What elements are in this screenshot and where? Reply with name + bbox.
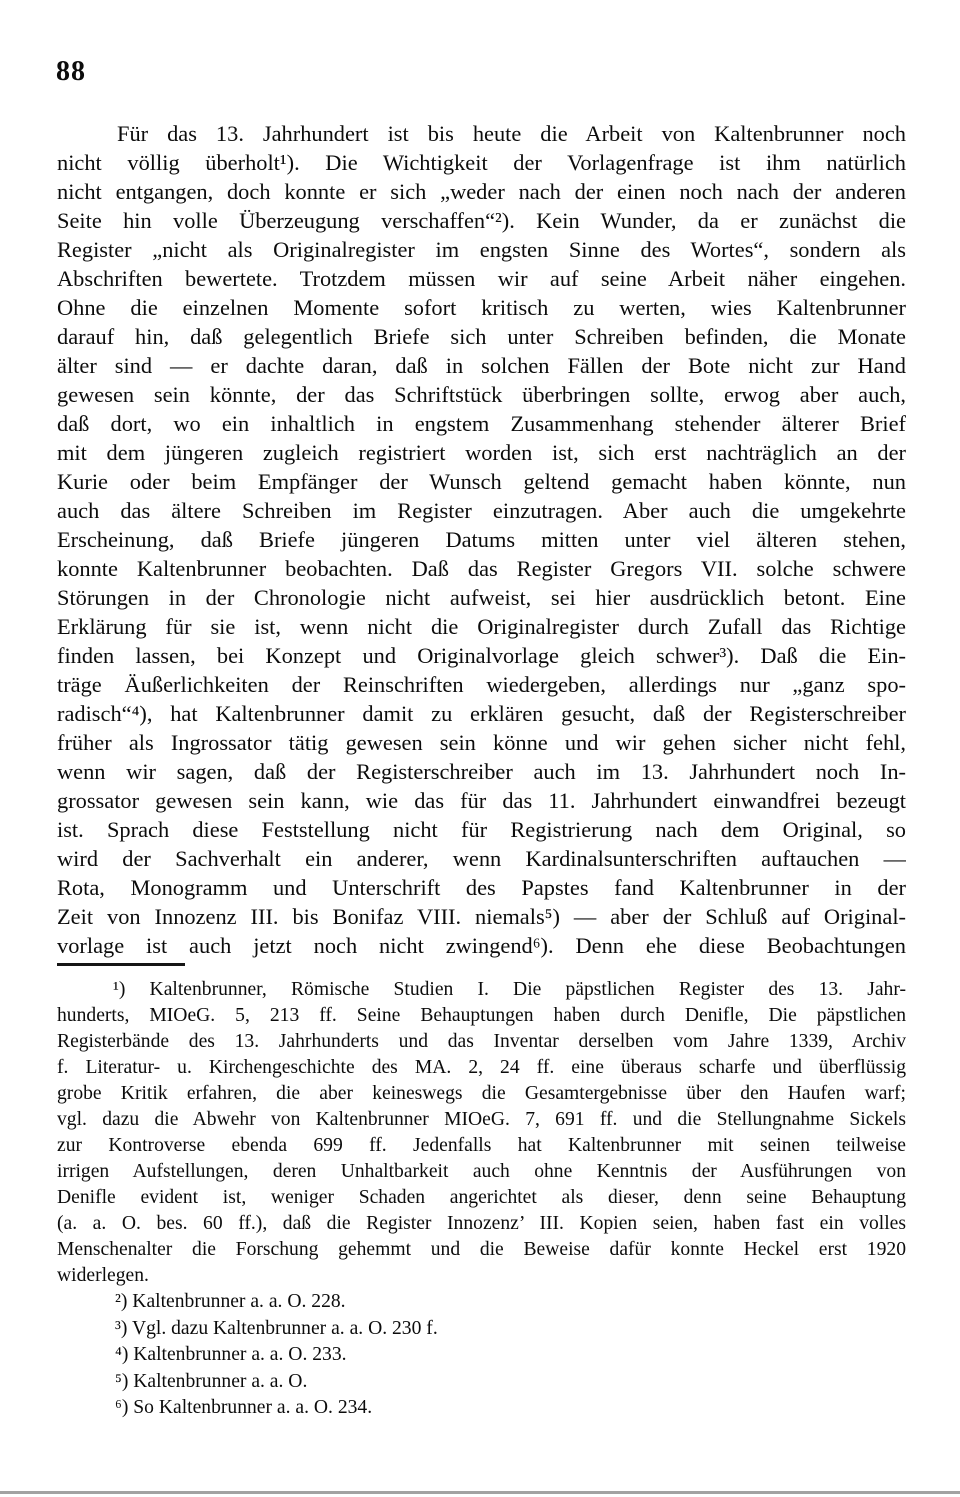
footnote-separator-rule [57,963,185,966]
text-line: träge Äußerlichkeiten der Reinschriften wiedergeben, allerdings nur „ganz spo- [57,672,906,697]
text-line: ist. Sprach diese Feststellung nicht für Registrierung nach dem Original, so [57,817,906,842]
text-line: daß dort, wo ein inhaltlich in engstem Zusammenhang stehender älterer Brief [57,411,906,436]
footnote-1 [57,977,906,1289]
text-line: Abschriften bewertete. Trotzdem müssen wir auf seine Arbeit näher eingehen. [57,266,906,291]
text-line: radisch“⁴), hat Kaltenbrunner damit zu erklären gesucht, daß der Registerschreiber [57,701,906,726]
text-line: finden lassen, bei Konzept und Originalvorlage gleich schwer³). Daß die Ein- [57,643,906,668]
text-line: gewesen sein könnte, der das Schriftstück überbringen sollte, erwog aber auch, [57,382,906,407]
text-line: mit dem jüngeren zugleich registriert worden ist, sich erst nachträglich an der [57,440,906,465]
main-text-paragraph [57,119,906,960]
text-line: nicht entgangen, doch konnte er sich „weder nach der einen noch nach der anderen [57,179,906,204]
footnote-line: widerlegen. [57,1265,149,1286]
text-line: nicht völlig überholt¹). Die Wichtigkeit der Vorlagenfrage ist ihm natürlich [57,150,906,175]
text-line: Seite hin volle Überzeugung verschaffen“²). Kein Wunder, da er zunächst die [57,208,906,233]
text-line: älter sind — er dachte daran, daß in solchen Fällen der Bote nicht zur Hand [57,353,906,378]
footnote-line: zur Kontroverse ebenda 699 ff. Jedenfalls hat Kaltenbrunner mit seinen teilweise [57,1135,906,1156]
footnote-line: irrigen Aufstellungen, deren Unhaltbarkeit auch ohne Kenntnis der Ausführungen von [57,1161,906,1182]
text-line: Register „nicht als Originalregister im engsten Sinne des Wortes“, sondern als [57,237,906,262]
footnote-line: Menschenalter die Forschung gehemmt und die Beweise dafür konnte Heckel erst 1920 [57,1239,906,1260]
footnote-item: ⁵) Kaltenbrunner a. a. O. [115,1370,308,1392]
footnote-line: (a. a. O. bes. 60 ff.), daß die Register Innozenz’ III. Kopien seien, haben fast ein volles [57,1213,906,1234]
text-line: Für das 13. Jahrhundert ist bis heute die Arbeit von Kaltenbrunner noch [117,121,906,146]
text-line: konnte Kaltenbrunner beobachten. Daß das Register Gregors VII. solche schwere [57,556,906,581]
text-line: Rota, Monogramm und Unterschrift des Papstes fand Kaltenbrunner in der [57,875,906,900]
text-line: darauf hin, daß gelegentlich Briefe sich unter Schreiben befinden, die Monate [57,324,906,349]
text-line: Erscheinung, daß Briefe jüngeren Datums mitten unter viel älteren stehen, [57,527,906,552]
footnote-item: ⁴) Kaltenbrunner a. a. O. 233. [115,1344,347,1365]
footnote-line: ¹) Kaltenbrunner, Römische Studien I. Die päpstlichen Register des 13. Jahr- [113,979,906,1000]
footnote-line: hunderts, MIOeG. 5, 213 ff. Seine Behauptungen haben durch Denifle, Die päpstlichen [57,1005,906,1026]
text-line: Erklärung für sie ist, wenn nicht die Originalregister durch Zufall das Richtige [57,614,906,639]
text-line: Störungen in der Chronologie nicht aufweist, sei hier ausdrücklich betont. Eine [57,585,906,610]
text-line: vorlage ist auch jetzt noch nicht zwingend⁶). Denn ehe diese Beobachtungen [57,933,906,958]
text-line: wird der Sachverhalt ein anderer, wenn Kardinalsunterschriften auftauchen — [57,846,906,871]
footnote-line: f. Literatur- u. Kirchengeschichte des MA. 2, 24 ff. eine überaus scharfe und überflüssig [57,1057,906,1078]
footnote-line: Denifle evident ist, weniger Schaden angerichtet als dieser, denn seine Behauptung [57,1187,906,1208]
text-line: auch das ältere Schreiben im Register einzutragen. Aber auch die umgekehrte [57,498,906,523]
text-line: Ohne die einzelnen Momente sofort kritisch zu werten, wies Kaltenbrunner [57,295,906,320]
footnote-item: ⁶) So Kaltenbrunner a. a. O. 234. [115,1397,373,1418]
text-line: wenn wir sagen, daß der Registerschreiber auch im 13. Jahrhundert noch In- [57,759,906,784]
footnote-list [57,1289,906,1422]
footnote-line: vgl. dazu die Abwehr von Kaltenbrunner MIOeG. 7, 691 ff. und die Stellungnahme Sickels [57,1109,906,1130]
footnote-line: Registerbände des 13. Jahrhunderts und das Inventar derselben vom Jahre 1339, Archiv [57,1031,906,1052]
footnote-item: ²) Kaltenbrunner a. a. O. 228. [115,1291,346,1312]
page-number: 88 [56,56,86,87]
text-line: früher als Ingrossator tätig gewesen sein könne und wir gehen sicher nicht fehl, [57,730,906,755]
text-line: Zeit von Innozenz III. bis Bonifaz VIII. niemals⁵) — aber der Schluß auf Original- [57,904,906,929]
footnote-item: ³) Vgl. dazu Kaltenbrunner a. a. O. 230 f. [115,1317,438,1339]
footnote-line: grobe Kritik erfahren, die aber keineswegs die Gesamtergebnisse über den Haufen warf; [57,1083,906,1104]
text-line: grossator gewesen sein kann, wie das für das 11. Jahrhundert einwandfrei bezeugt [57,788,906,813]
text-line: Kurie oder beim Empfänger der Wunsch geltend gemacht haben könnte, nun [57,469,906,494]
scan-bottom-edge [0,1491,960,1494]
